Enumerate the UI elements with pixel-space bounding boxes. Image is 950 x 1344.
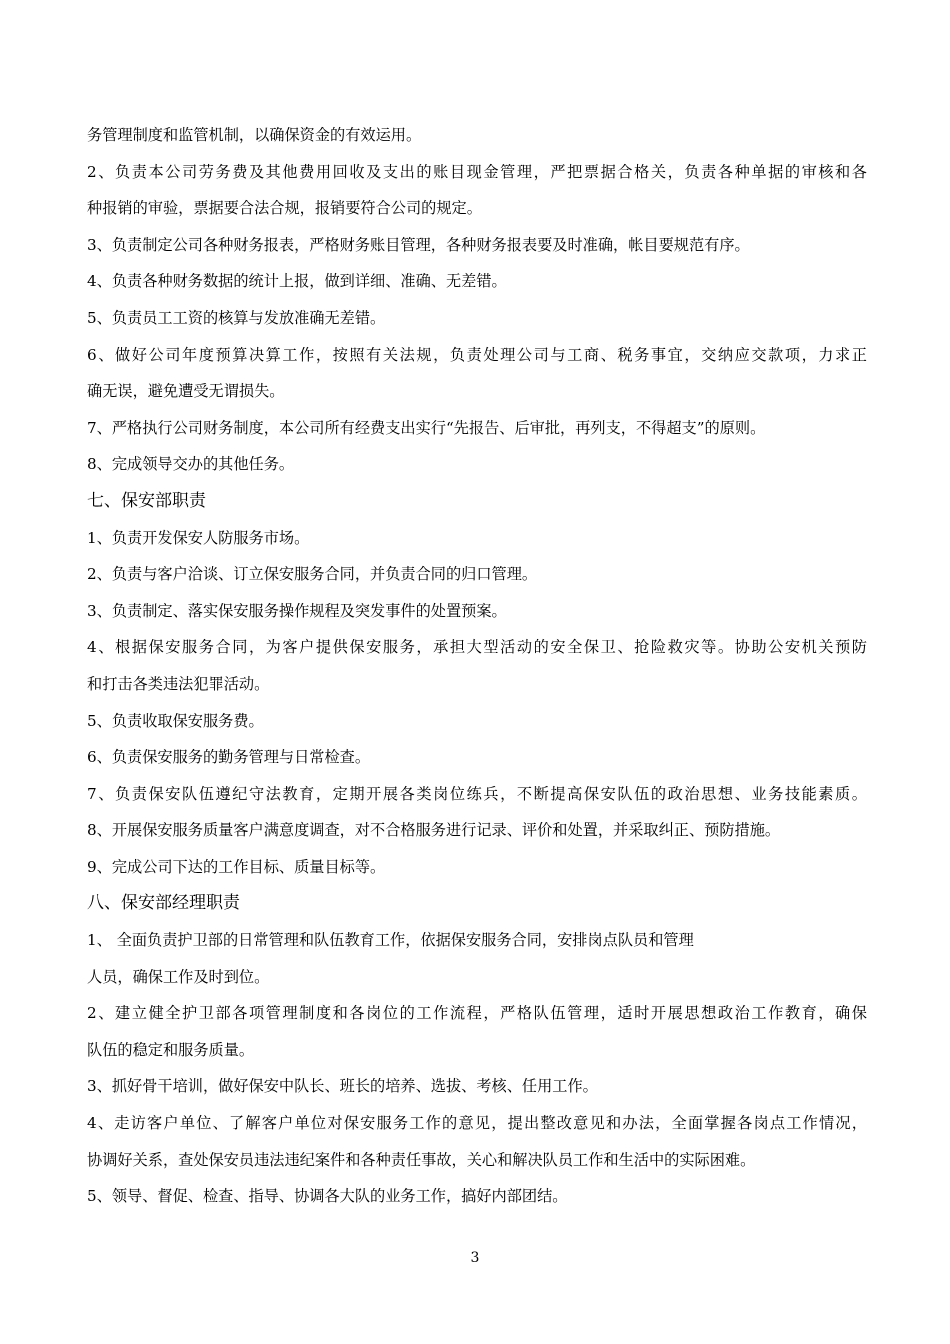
- text-line: 3、负责制定、落实保安服务操作规程及突发事件的处置预案。: [87, 601, 507, 620]
- text-line: 8、完成领导交办的其他任务。: [87, 455, 295, 474]
- text-line: 9、完成公司下达的工作目标、质量目标等。: [87, 857, 386, 876]
- page-body: [87, 117, 867, 1215]
- text-line: 4、根据保安服务合同，为客户提供保安服务，承担大型活动的安全保卫、抢险救灾等。协助公安机关预防: [87, 638, 867, 657]
- text-line: 5、领导、督促、检查、指导、协调各大队的业务工作，搞好内部团结。: [87, 1187, 568, 1206]
- text-line: 3、抓好骨干培训，做好保安中队长、班长的培养、选拔、考核、任用工作。: [87, 1077, 598, 1096]
- text-line: 人员，确保工作及时到位。: [87, 967, 270, 986]
- text-line: 6、负责保安服务的勤务管理与日常检查。: [87, 748, 371, 767]
- text-line: 2、负责与客户洽谈、订立保安服务合同，并负责合同的归口管理。: [87, 565, 538, 584]
- text-line: 1、 全面负责护卫部的日常管理和队伍教育工作，依据保安服务合同，安排岗点队员和管理: [87, 931, 694, 950]
- text-line: 种报销的审验，票据要合法合规，报销要符合公司的规定。: [87, 199, 482, 218]
- text-line: 3、负责制定公司各种财务报表，严格财务账目管理，各种财务报表要及时准确，帐目要规范有序。: [87, 235, 750, 254]
- text-line: 2、建立健全护卫部各项管理制度和各岗位的工作流程，严格队伍管理，适时开展思想政治工作教育，确保: [87, 1004, 867, 1023]
- text-line: 2、负责本公司劳务费及其他费用回收及支出的账目现金管理，严把票据合格关，负责各种单据的审核和各: [87, 162, 867, 181]
- section-heading: 七、保安部职责: [87, 490, 206, 511]
- text-line: 队伍的稳定和服务质量。: [87, 1040, 255, 1059]
- text-line: 7、负责保安队伍遵纪守法教育，定期开展各类岗位练兵，不断提高保安队伍的政治思想、业务技能素质。: [87, 784, 867, 803]
- section-heading: 八、保安部经理职责: [87, 893, 240, 914]
- text-line: 7、严格执行公司财务制度，本公司所有经费支出实行“先报告、后审批，再列支，不得超支”的原则。: [87, 418, 766, 437]
- text-line: 5、负责收取保安服务费。: [87, 711, 264, 730]
- text-line: 1、负责开发保安人防服务市场。: [87, 528, 310, 547]
- text-line: 8、开展保安服务质量客户满意度调查，对不合格服务进行记录、评价和处置，并采取纠正、预防措施。: [87, 821, 781, 840]
- text-line: 4、负责各种财务数据的统计上报，做到详细、准确、无差错。: [87, 272, 507, 291]
- page-number: 3: [470, 1250, 480, 1266]
- text-line: 协调好关系，查处保安员违法违纪案件和各种责任事故，关心和解决队员工作和生活中的实际困难。: [87, 1150, 756, 1169]
- text-line: 确无误，避免遭受无谓损失。: [87, 382, 285, 401]
- text-line: 4、走访客户单位、了解客户单位对保安服务工作的意见，提出整改意见和办法，全面掌握各岗点工作情况，: [87, 1114, 867, 1133]
- text-line: 和打击各类违法犯罪活动。: [87, 674, 270, 693]
- text-line: 6、做好公司年度预算决算工作，按照有关法规，负责处理公司与工商、税务事宜，交纳应交款项，力求正: [87, 345, 867, 364]
- text-line: 5、负责员工工资的核算与发放准确无差错。: [87, 308, 386, 327]
- text-line: 务管理制度和监管机制，以确保资金的有效运用。: [87, 126, 422, 144]
